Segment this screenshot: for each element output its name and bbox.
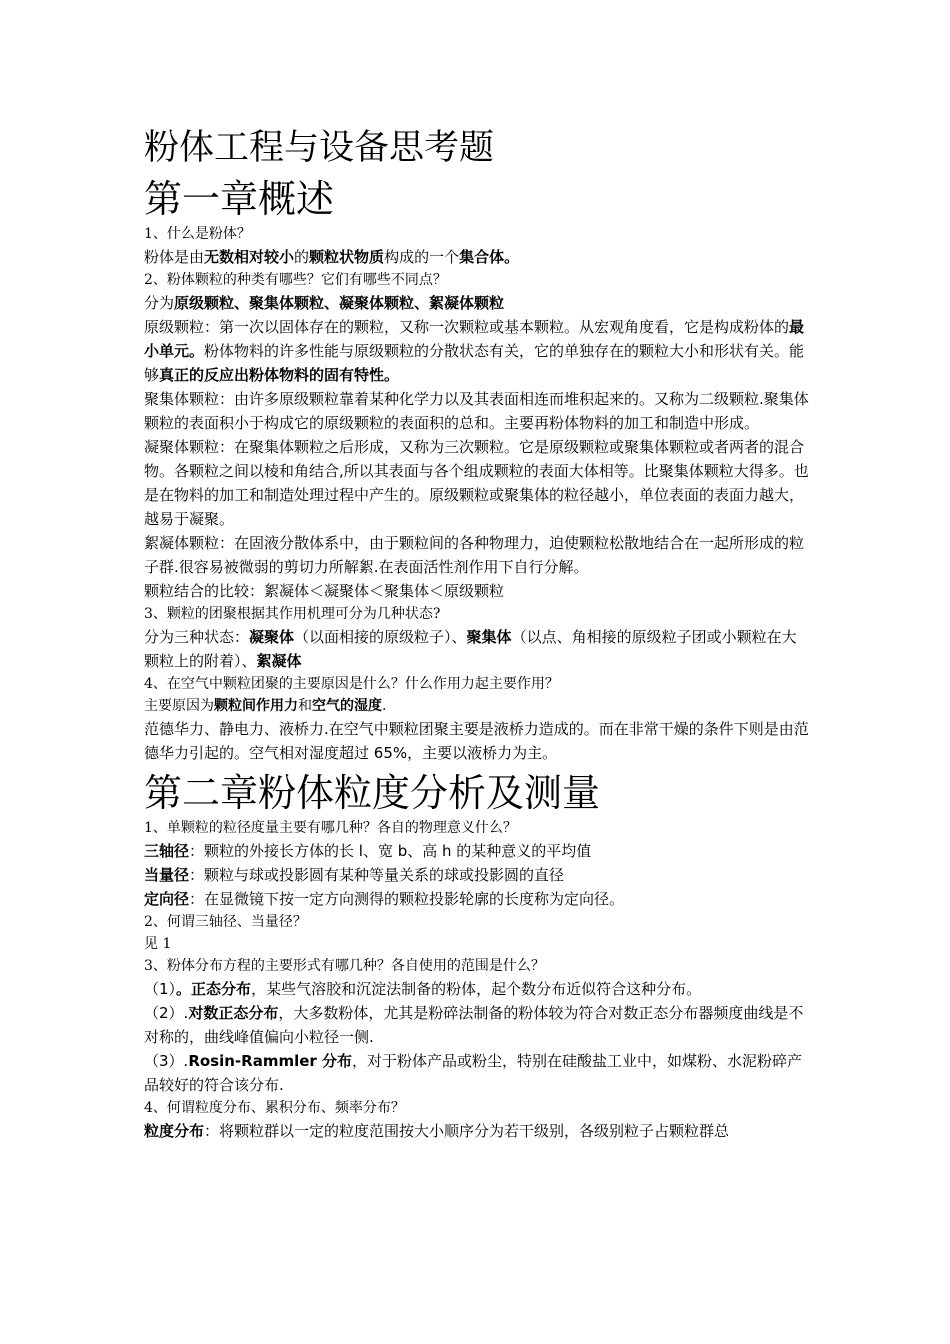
answer: （3）.Rosin-Rammler 分布，对于粉体产品或粉尘，特别在硅酸盐工业中，如煤粉、水泥粉碎产品较好的符合该分布. <box>144 1052 803 1094</box>
question: 2、粉体颗粒的种类有哪些？它们有哪些不同点？ <box>144 272 447 288</box>
answer: 主要原因为颗粒间作用力和空气的湿度. <box>144 698 387 714</box>
chapter-1-title: 第一章概述 <box>144 177 335 221</box>
answer: 凝聚体颗粒：在聚集体颗粒之后形成，又称为三次颗粒。它是原级颗粒或聚集体颗粒或者两者的混合物。各颗粒之间以棱和角结合,所以其表面与各个组成颗粒的表面大体相等。比聚集体颗粒大得多。也是在物料的加工和制造处理过程中产生的。原级颗粒或聚集体的粒径越小，单位表面的表面力越大，越易于凝聚。 <box>144 438 809 528</box>
answer: 范德华力、静电力、液桥力.在空气中颗粒团聚主要是液桥力造成的。而在非常干燥的条件下则是由范德华力引起的。空气相对湿度超过 65%，主要以液桥力为主。 <box>144 720 809 762</box>
answer: 聚集体颗粒：由许多原级颗粒靠着某种化学力以及其表面相连而堆积起来的。又称为二级颗粒.聚集体颗粒的表面积小于构成它的原级颗粒的表面积的总和。主要再粉体物料的加工和制造中形成。 <box>144 390 809 432</box>
answer: 粒度分布：将颗粒群以一定的粒度范围按大小顺序分为若干级别，各级别粒子占颗粒群总 <box>144 1122 730 1140</box>
document-title: 粉体工程与设备思考题 <box>144 128 495 168</box>
answer: 粉体是由无数相对较小的颗粒状物质构成的一个集合体。 <box>144 248 520 266</box>
question: 3、颗粒的团聚根据其作用机理可分为几种状态? <box>144 606 441 622</box>
question: 2、何谓三轴径、当量径？ <box>144 914 307 930</box>
answer: 当量径：颗粒与球或投影圆有某种等量关系的球或投影圆的直径 <box>144 866 565 884</box>
answer: （1）。正态分布，某些气溶胶和沉淀法制备的粉体，起个数分布近似符合这种分布。 <box>144 980 702 998</box>
answer: 定向径：在显微镜下按一定方向测得的颗粒投影轮廓的长度称为定向径。 <box>144 890 625 908</box>
question: 4、何谓粒度分布、累积分布、频率分布？ <box>144 1100 405 1116</box>
chapter-2-title: 第二章粉体粒度分析及测量 <box>144 771 601 815</box>
answer: 三轴径：颗粒的外接长方体的长 l、宽 b、高 h 的某种意义的平均值 <box>144 842 592 860</box>
answer: 见 1 <box>144 936 172 952</box>
question: 3、粉体分布方程的主要形式有哪几种？各自使用的范围是什么？ <box>144 958 545 974</box>
question: 1、什么是粉体？ <box>144 226 251 242</box>
answer: 分为三种状态：凝聚体（以面相接的原级粒子）、聚集体（以点、角相接的原级粒子团或小颗粒在大颗粒上的附着）、絮凝体 <box>144 628 797 670</box>
document-page <box>144 125 810 1143</box>
answer: 原级颗粒：第一次以固体存在的颗粒，又称一次颗粒或基本颗粒。从宏观角度看，它是构成粉体的最小单元。粉体物料的许多性能与原级颗粒的分散状态有关，它的单独存在的颗粒大小和形状有关。能够真正的反应出粉体物料的固有特性。 <box>144 318 805 384</box>
answer: （2）.对数正态分布，大多数粉体，尤其是粉碎法制备的粉体较为符合对数正态分布器频度曲线是不对称的，曲线峰值偏向小粒径一侧. <box>144 1004 804 1046</box>
question: 4、在空气中颗粒团聚的主要原因是什么？什么作用力起主要作用？ <box>144 676 559 692</box>
answer: 分为原级颗粒、聚集体颗粒、凝聚体颗粒、絮凝体颗粒 <box>144 294 505 312</box>
answer: 絮凝体颗粒：在固液分散体系中，由于颗粒间的各种物理力，迫使颗粒松散地结合在一起所形成的粒子群.很容易被微弱的剪切力所解絮.在表面活性剂作用下自行分解。 <box>144 534 805 576</box>
question: 1、单颗粒的粒径度量主要有哪几种？各自的物理意义什么？ <box>144 820 517 836</box>
answer: 颗粒结合的比较：絮凝体＜凝聚体＜聚集体＜原级颗粒 <box>144 582 505 600</box>
